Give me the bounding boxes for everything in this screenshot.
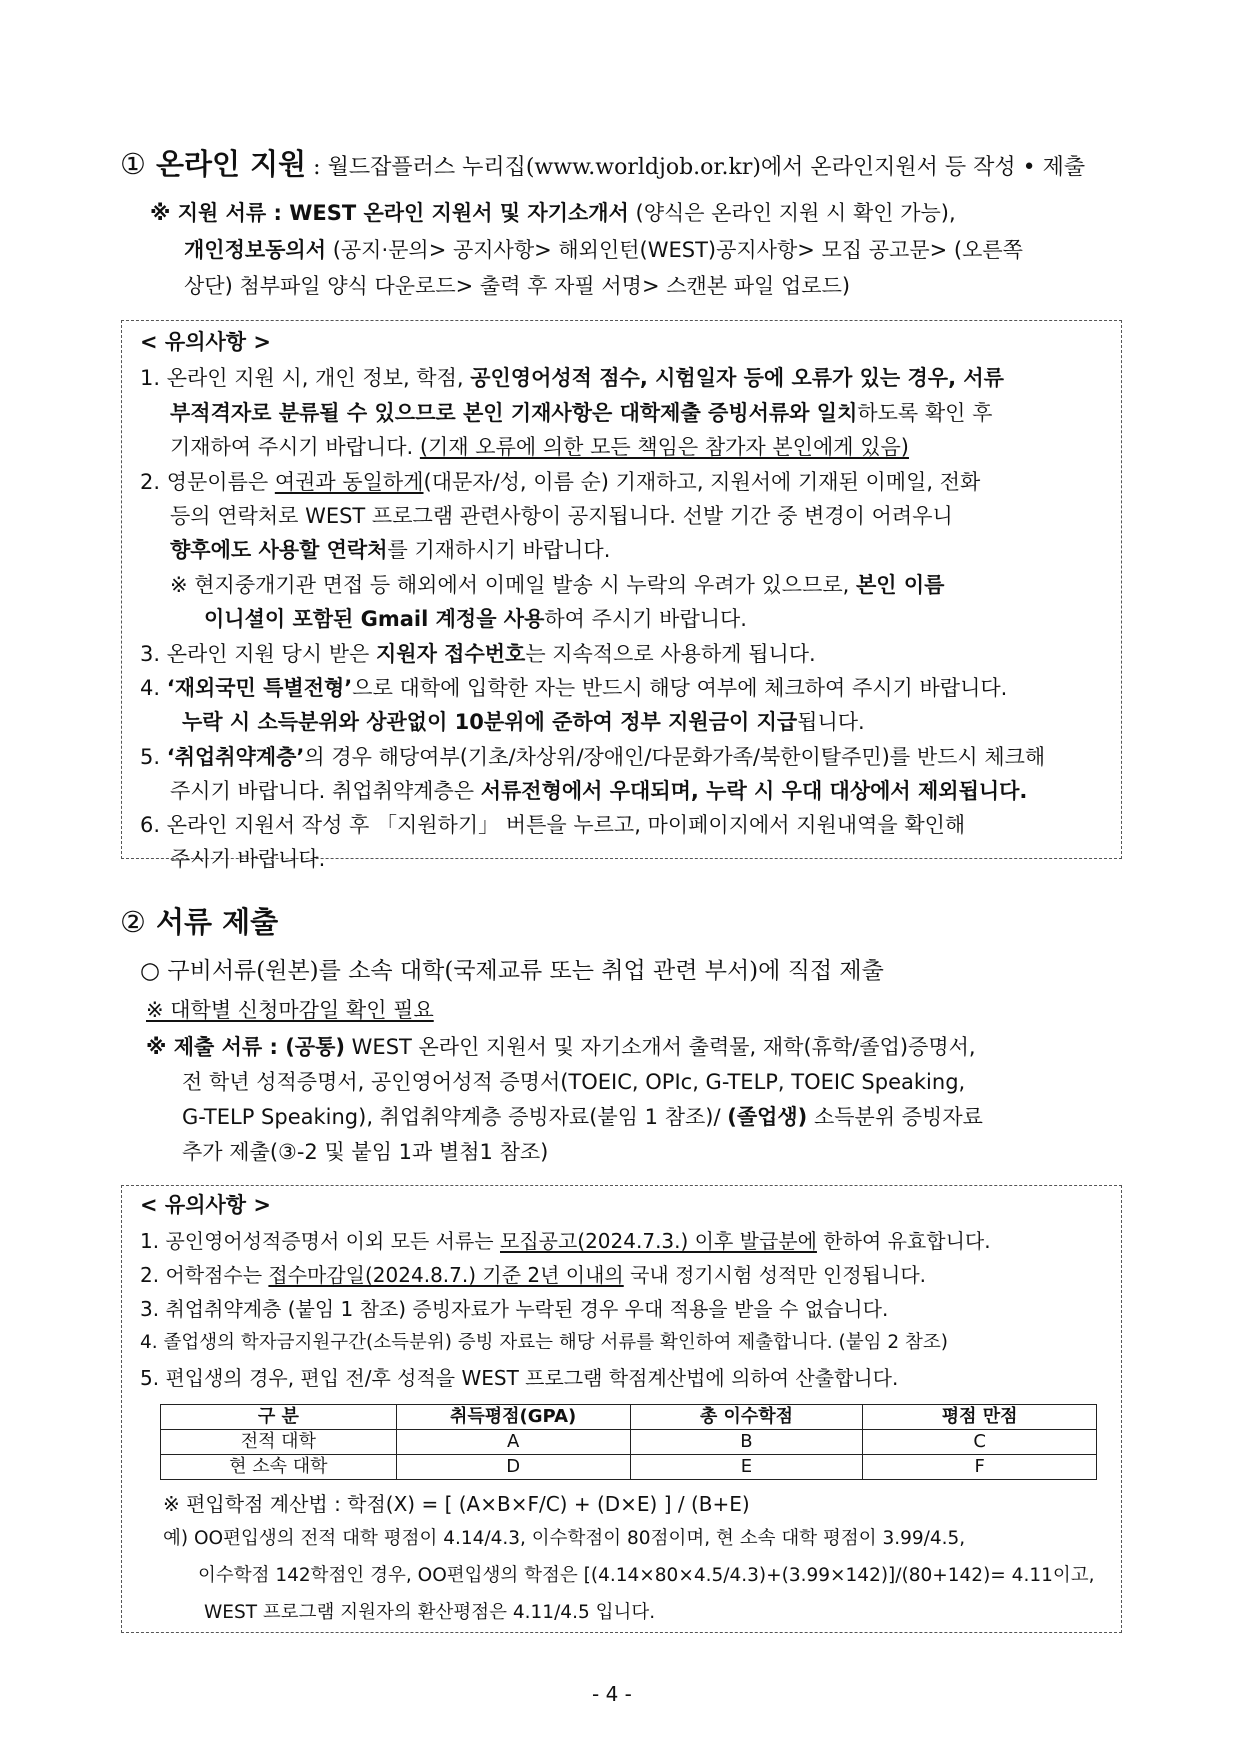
example-line-3: WEST 프로그램 지원자의 환산평점은 4.11/4.5 입니다. xyxy=(204,1602,656,1623)
example-line-2: 이수학점 142학점인 경우, OO편입생의 학점은 [(4.14×80×4.5/4.3)+(3.99×142)]/(80+142)= 4.11이고, xyxy=(198,1565,1095,1586)
section-title: 온라인 지원 xyxy=(156,147,307,181)
application-docs-line-2: 개인정보동의서 (공지·문의> 공지사항> 해외인턴(WEST)공지사항> 모집 공고문> (오른쪽 xyxy=(184,238,1023,262)
notice2-item-2: 2. 어학점수는 접수마감일(2024.8.7.) 기준 2년 이내의 국내 정기시험 성적만 인정됩니다. xyxy=(140,1263,927,1287)
table-cell: D xyxy=(396,1455,630,1480)
table-cell: 현 소속 대학 xyxy=(161,1455,397,1480)
table-cell: B xyxy=(630,1430,863,1455)
submit-docs-line-2: 전 학년 성적증명서, 공인영어성적 증명서(TOEIC, OPIc, G-TELP, TOEIC Speaking, xyxy=(182,1070,966,1094)
notice-header: < 유의사항 > xyxy=(140,1193,271,1217)
table-header-cell: 평점 만점 xyxy=(863,1405,1097,1430)
notice-item-4-line-2: 누락 시 소득분위와 상관없이 10분위에 준하여 정부 지원금이 지급됩니다. xyxy=(182,710,865,734)
notice-item-4-line-1: 4. ‘재외국민 특별전형’으로 대학에 입학한 자는 반드시 해당 여부에 체크하여 주시기 바랍니다. xyxy=(140,676,1008,700)
section-description: 월드잡플러스 누리집(www.worldjob.or.kr)에서 온라인지원서 등 작성 • 제출 xyxy=(327,155,1086,180)
table-cell: F xyxy=(863,1455,1097,1480)
notice-item-1-line-2: 부적격자로 분류될 수 있으므로 본인 기재사항은 대학제출 증빙서류와 일치하도록 확인 후 xyxy=(170,401,993,425)
table-row xyxy=(161,1455,1097,1480)
application-docs-line-1: ※ 지원 서류 : WEST 온라인 지원서 및 자기소개서 (양식은 온라인 지원 시 확인 가능), xyxy=(150,201,956,225)
notice2-item-1: 1. 공인영어성적증명서 이외 모든 서류는 모집공고(2024.7.3.) 이후 발급분에 한하여 유효합니다. xyxy=(140,1229,991,1253)
submit-docs-line-4: 추가 제출(③-2 및 붙임 1과 별첨1 참조) xyxy=(182,1140,549,1164)
transfer-gpa-formula: ※ 편입학점 계산법 : 학점(X) = [ (A×B×F/C) + (D×E) ] / (B+E) xyxy=(163,1492,750,1516)
notice-item-5-line-2: 주시기 바랍니다. 취업취약계층은 서류전형에서 우대되며, 누락 시 우대 대상에서 제외됩니다. xyxy=(170,779,1028,803)
notice-item-1-line-3: 기재하여 주시기 바랍니다. (기재 오류에 의한 모든 책임은 참가자 본인에게 있음) xyxy=(170,435,909,459)
notice-item-3: 3. 온라인 지원 당시 받은 지원자 접수번호는 지속적으로 사용하게 됩니다. xyxy=(140,642,816,666)
section-number: ① xyxy=(120,147,146,181)
table-cell: C xyxy=(863,1430,1097,1455)
notice-item-6-line-1: 6. 온라인 지원서 작성 후 「지원하기」 버튼을 누르고, 마이페이지에서 지원내역을 확인해 xyxy=(140,813,966,837)
notice-item-5-line-1: 5. ‘취업취약계층’의 경우 해당여부(기초/차상위/장애인/다문화가족/북한이탈주민)를 반드시 체크해 xyxy=(140,745,1046,769)
table-header-cell: 구 분 xyxy=(161,1405,397,1430)
notice-item-2-line-3: 향후에도 사용할 연락처를 기재하시기 바랍니다. xyxy=(170,538,611,562)
section-document-submission-title xyxy=(120,905,279,939)
gpa-table xyxy=(160,1404,1097,1480)
notice-item-6-line-2: 주시기 바랍니다. xyxy=(170,847,326,871)
notice-item-2-note-line-2: 이니셜이 포함된 Gmail 계정을 사용하여 주시기 바랍니다. xyxy=(204,607,747,631)
table-row xyxy=(161,1430,1097,1455)
notice-header: < 유의사항 > xyxy=(140,330,271,354)
notice-item-1-line-1: 1. 온라인 지원 시, 개인 정보, 학점, 공인영어성적 점수, 시험일자 등에 오류가 있는 경우, 서류 xyxy=(140,366,1004,390)
notice-item-2-line-2: 등의 연락처로 WEST 프로그램 관련사항이 공지됩니다. 선발 기간 중 변경이 어려우니 xyxy=(170,504,953,528)
section-title: 서류 제출 xyxy=(156,905,279,939)
notice-item-2-line-1: 2. 영문이름은 여권과 동일하게(대문자/성, 이름 순) 기재하고, 지원서에 기재된 이메일, 전화 xyxy=(140,470,981,494)
section-number: ② xyxy=(120,905,146,939)
deadline-note: ※ 대학별 신청마감일 확인 필요 xyxy=(146,998,434,1022)
table-header-cell: 총 이수학점 xyxy=(630,1405,863,1430)
submit-docs-line-1: ※ 제출 서류 : (공통) WEST 온라인 지원서 및 자기소개서 출력물, 재학(휴학/졸업)증명서, xyxy=(146,1035,976,1059)
table-header-cell: 취득평점(GPA) xyxy=(396,1405,630,1430)
table-cell: A xyxy=(396,1430,630,1455)
notice2-item-5: 5. 편입생의 경우, 편입 전/후 성적을 WEST 프로그램 학점계산법에 의하여 산출합니다. xyxy=(140,1366,899,1390)
table-cell: E xyxy=(630,1455,863,1480)
example-line-1: 예) OO편입생의 전적 대학 평점이 4.14/4.3, 이수학점이 80점이며, 현 소속 대학 평점이 3.99/4.5, xyxy=(163,1528,966,1549)
table-header-row xyxy=(161,1405,1097,1430)
application-docs-line-3: 상단) 첨부파일 양식 다운로드> 출력 후 자필 서명> 스캔본 파일 업로드) xyxy=(184,274,851,298)
notice-item-2-note-line-1: ※ 현지중개기관 면접 등 해외에서 이메일 발송 시 누락의 우려가 있으므로, 본인 이름 xyxy=(170,573,945,597)
submit-docs-line-3: G-TELP Speaking), 취업취약계층 증빙자료(붙임 1 참조)/ (졸업생) 소득분위 증빙자료 xyxy=(182,1105,983,1129)
section-online-application-title: ① 온라인 지원 : 월드잡플러스 누리집(www.worldjob.or.kr)에서 온라인지원서 등 작성 • 제출 xyxy=(120,147,1086,181)
notice2-item-3: 3. 취업취약계층 (붙임 1 참조) 증빙자료가 누락된 경우 우대 적용을 받을 수 없습니다. xyxy=(140,1297,889,1321)
submission-instruction: ○ 구비서류(원본)를 소속 대학(국제교류 또는 취업 관련 부서)에 직접 제출 xyxy=(140,958,884,984)
table-cell: 전적 대학 xyxy=(161,1430,397,1455)
notice2-item-4: 4. 졸업생의 학자금지원구간(소득분위) 증빙 자료는 해당 서류를 확인하여 제출합니다. (붙임 2 참조) xyxy=(140,1332,948,1353)
page-number: - 4 - xyxy=(592,1682,632,1706)
